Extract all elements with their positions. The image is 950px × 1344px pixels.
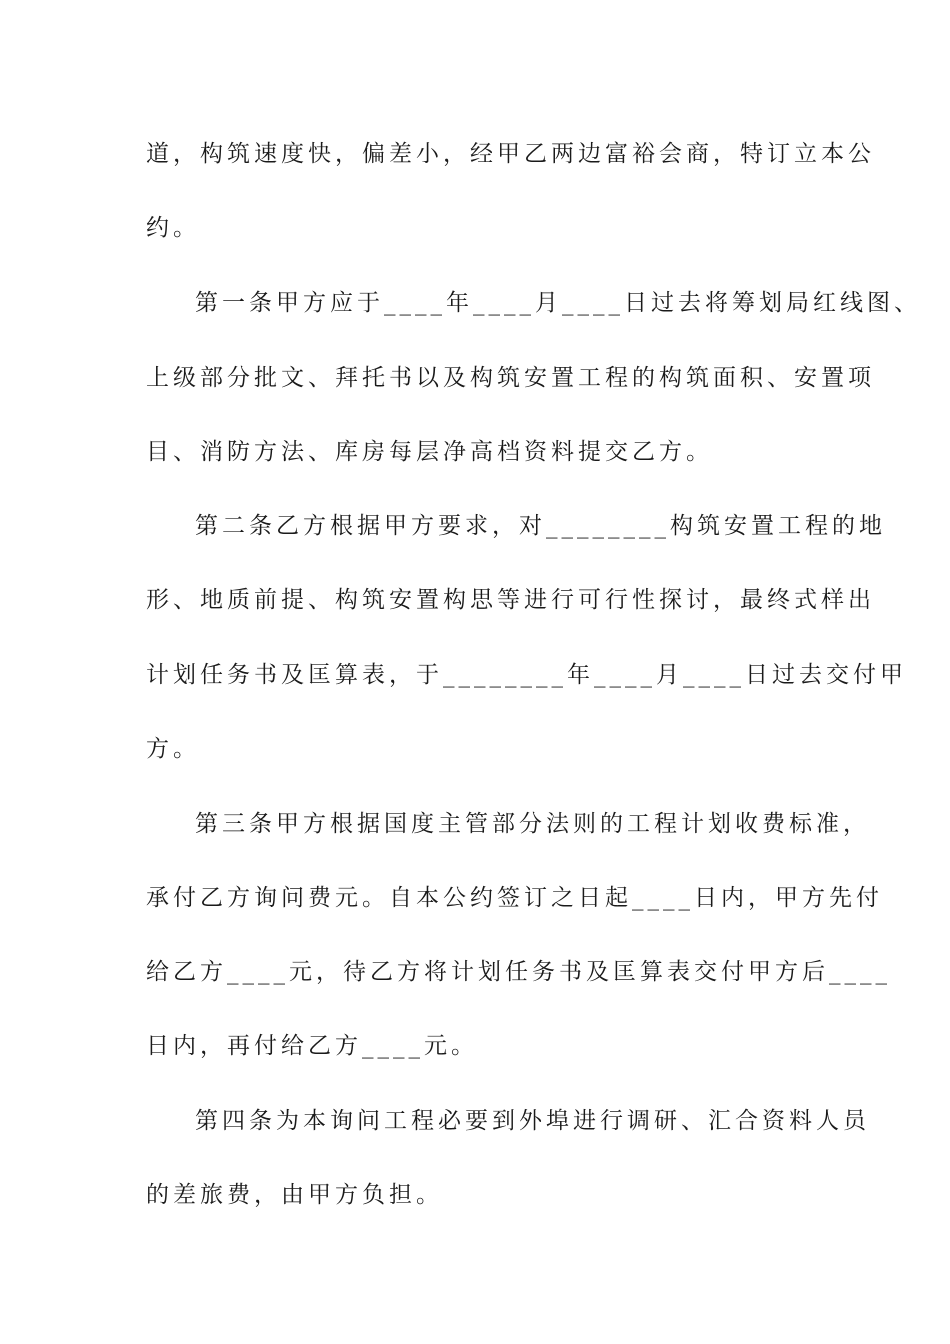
- article-3-line-1: 第三条甲方根据国度主管部分法则的工程计划收费标准，: [195, 811, 870, 837]
- article-1-line-3: 目、消防方法、库房每层净高档资料提交乙方。: [146, 439, 713, 465]
- article-2-line-1: 第二条乙方根据甲方要求，对________构筑安置工程的地: [195, 513, 886, 539]
- article-4-line-2: 的差旅费，由甲方负担。: [146, 1182, 443, 1208]
- article-3-line-3: 给乙方____元，待乙方将计划任务书及匡算表交付甲方后____: [146, 959, 891, 985]
- article-4-line-1: 第四条为本询问工程必要到外埠进行调研、汇合资料人员: [195, 1108, 870, 1134]
- article-1-line-1: 第一条甲方应于____年____月____日过去将筹划局红线图、: [195, 290, 921, 316]
- article-3-line-4: 日内，再付给乙方____元。: [146, 1033, 478, 1059]
- text-line-2: 约。: [146, 215, 200, 241]
- text-line-1: 道，构筑速度快，偏差小，经甲乙两边富裕会商，特订立本公: [146, 141, 875, 167]
- article-1-line-2: 上级部分批文、拜托书以及构筑安置工程的构筑面积、安置项: [146, 365, 875, 391]
- article-2-line-2: 形、地质前提、构筑安置构思等进行可行性探讨，最终式样出: [146, 587, 875, 613]
- article-2-line-4: 方。: [146, 736, 200, 762]
- article-3-line-2: 承付乙方询问费元。自本公约签订之日起____日内，甲方先付: [146, 885, 883, 911]
- article-2-line-3: 计划任务书及匡算表，于________年____月____日过去交付甲: [146, 662, 907, 688]
